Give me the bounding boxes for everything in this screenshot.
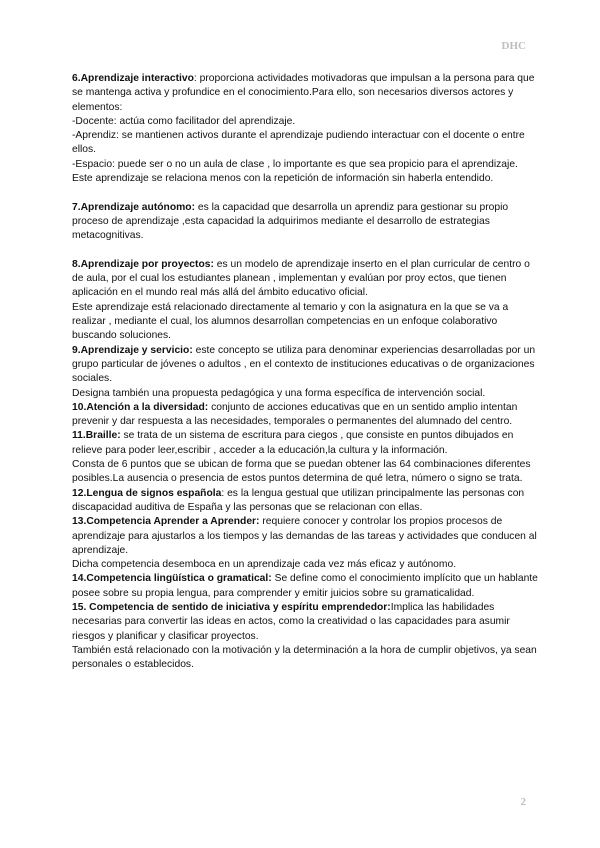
section-9-paragraph: [72, 344, 542, 387]
section-12-text: : es la lengua gestual que utilizan principalmente las personas con discapacidad auditiva de España y las personas que se relacionan con ellas.: [72, 487, 525, 513]
section-7-text: es la capacidad que desarrolla un aprendiz para gestionar su propio proceso de aprendizaje ,esta capacidad la adquirimos mediante el desarrollo de estrategias metacognitivas.: [72, 201, 509, 242]
section-15-text: Implica las habilidades necesarias para convertir las ideas en actos, como la creatividad o las capacidades para asumir riesgos y planificar y clasificar proyectos.: [72, 601, 510, 642]
section-6-line-espacio: -Espacio: puede ser o no un aula de clase , lo importante es que sea propicio para el aprendizaje.: [72, 158, 518, 170]
section-6-line-summary: Este aprendizaje se relaciona menos con la repetición de información sin haberla entendido.: [72, 173, 494, 185]
section-14-title: 14.Competencia lingüística o gramatical:: [72, 573, 272, 585]
section-6-line-docente: -Docente: actúa como facilitador del aprendizaje.: [72, 115, 296, 127]
section-9-text: este concepto se utiliza para denominar experiencias desarrolladas por un grupo particular de jóvenes o adultos , en el contexto de instituciones educativas o de organizaciones sociales.: [72, 344, 536, 385]
section-7-title: 7.Aprendizaje autónomo:: [72, 201, 195, 213]
section-9-extra: Designa también una propuesta pedagógica y una forma específica de intervención social.: [72, 387, 486, 399]
section-12-paragraph: [72, 487, 542, 516]
document-body: [72, 72, 542, 672]
section-11-extra: Consta de 6 puntos que se ubican de forma que se puedan obtener las 64 combinaciones diferentes posibles.La ausencia o presencia de estos puntos determina de qué letra, número o signo se trata.: [72, 459, 531, 485]
section-8-text: es un modelo de aprendizaje inserto en el plan curricular de centro o de aula, por el cual los estudiantes planean , implementan y evalúan por proy ectos, que tienen aplicación en el mundo real más allá del ámbito educativo oficial.: [72, 258, 530, 299]
section-13-title: 13.Competencia Aprender a Aprender:: [72, 516, 260, 528]
section-13-paragraph: [72, 515, 542, 558]
section-15-extra: También está relacionado con la motivación y la determinación a la hora de cumplir objetivos, ya sean personales o establecidos.: [72, 644, 537, 671]
section-13-extra: Dicha competencia desemboca en un aprendizaje cada vez más eficaz y autónomo.: [72, 559, 457, 571]
section-12-title: 12.Lengua de signos española: [72, 487, 222, 499]
section-6-paragraph: [72, 72, 542, 115]
section-15-paragraph: [72, 601, 542, 644]
section-8-extra: Este aprendizaje está relacionado directamente al temario y con la asignatura en la que se va a realizar , mediante el cual, los alumnos desarrollan competencias en un enfoque colaborativo buscando soluciones.: [72, 301, 509, 342]
section-11-text: se trata de un sistema de escritura para ciegos , que consiste en puntos dibujados en relieve para poder leer,escribir , acceder a la educación,la cultura y la información.: [72, 430, 514, 456]
section-6-line-aprendiz: -Aprendiz: se mantienen activos durante el aprendizaje pudiendo interactuar con el docente o entre ellos.: [72, 130, 525, 156]
section-13-text: requiere conocer y controlar los propios procesos de aprendizaje para ajustarlos a los tiempos y las demandas de las tareas y actividades que conducen al aprendizaje.: [72, 516, 537, 556]
section-10-title: 10.Atención a la diversidad:: [72, 401, 209, 413]
section-11-paragraph: [72, 429, 542, 458]
section-9-title: 9.Aprendizaje y servicio:: [72, 344, 193, 356]
section-8-title: 8.Aprendizaje por proyectos:: [72, 258, 214, 270]
section-7-paragraph: [72, 201, 542, 244]
section-10-paragraph: [72, 401, 542, 430]
section-8-paragraph: [72, 258, 542, 301]
header-initials: DHC: [501, 40, 526, 52]
section-15-title: 15. Competencia de sentido de iniciativa y espíritu emprendedor:: [72, 601, 391, 613]
page-number: 2: [520, 796, 526, 808]
section-14-paragraph: [72, 572, 542, 601]
section-10-text: conjunto de acciones educativas que en un sentido amplio intentan prevenir y dar respuesta a las necesidades, temporales o permanentes del alumnado del centro.: [72, 401, 518, 428]
section-6-title: 6.Aprendizaje interactivo: [72, 73, 194, 84]
section-11-title: 11.Braille:: [72, 430, 121, 442]
section-14-text: Se define como el conocimiento implícito que un hablante posee sobre su propia lengua, para comprender y emitir juicios sobre su gramaticalidad.: [72, 573, 538, 599]
section-6-text: : proporciona actividades motivadoras que impulsan a la persona para que se mantenga activa y profundice en el conocimiento.Para ello, son necesarios diversos actores y elementos:: [72, 73, 535, 113]
